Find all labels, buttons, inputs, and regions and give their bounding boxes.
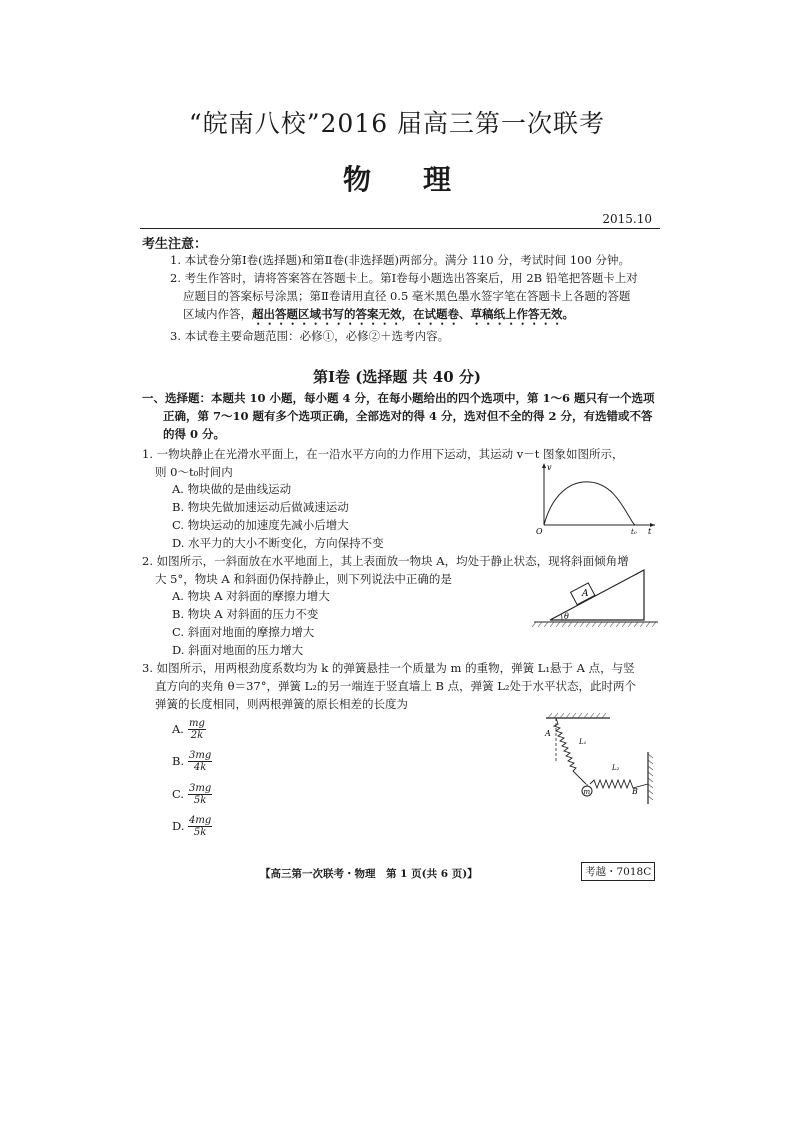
- q3-option-a: [172, 718, 206, 741]
- q2-stem-line-2: 大 5°，物块 A 和斜面仍保持静止，则下列说法中正确的是: [155, 572, 452, 586]
- q3-option-b-fraction: [188, 750, 212, 773]
- q1-option-b: B. 物块先做加速运动后做减速运动: [172, 500, 349, 514]
- q3-option-b-numerator: 3mg: [189, 750, 212, 761]
- q3-point-b-label: B: [632, 787, 638, 796]
- q3-option-b-denominator: 4k: [193, 762, 207, 773]
- subject-char-1: 物: [342, 163, 371, 196]
- q3-stem-line-1: 3. 如图所示，用两根劲度系数均为 k 的弹簧悬挂一个质量为 m 的重物，弹簧 L₁悬于 A 点，与竖: [142, 661, 635, 675]
- q3-spring-figure: [536, 712, 658, 808]
- header-rule: [140, 228, 660, 229]
- q3-option-d-numerator: 4mg: [189, 815, 212, 826]
- section-1-intro-line-1: 一、选择题：本题共 10 小题，每小题 4 分，在每小题给出的四个选项中，第 1～6 题只有一个选项: [142, 391, 655, 405]
- q2-stem-line-1: 2. 如图所示，一斜面放在水平地面上，其上表面放一物块 A，均处于静止状态，现将斜面倾角增: [142, 554, 629, 568]
- exam-date: 2015.10: [602, 212, 652, 226]
- q1-stem-line-2: 则 0～t₀时间内: [155, 465, 233, 479]
- q3-option-a-fraction: [188, 718, 206, 741]
- notice-item-2-line-3: [183, 305, 574, 328]
- q3-option-b: [172, 750, 212, 773]
- q3-option-d-fraction: [188, 815, 212, 838]
- q3-option-d-denominator: 5k: [193, 827, 207, 838]
- q3-stem-line-2: 直方向的夹角 θ＝37°，弹簧 L₂的另一端连于竖直墙上 B 点，弹簧 L₂处于水平状态，此时两个: [155, 679, 637, 693]
- q1-stem-line-1: 1. 一物块静止在光滑水平面上，在一沿水平方向的力作用下运动，其运动 v－t 图象如图所示，: [142, 447, 624, 461]
- notice-item-1: 1. 本试卷分第Ⅰ卷(选择题)和第Ⅱ卷(非选择题)两部分。满分 110 分，考试时间 100 分钟。: [170, 253, 630, 267]
- q3-option-c-fraction: [188, 783, 212, 806]
- q3-point-a-label: A: [545, 729, 551, 738]
- q2-incline-figure: [532, 564, 660, 632]
- notice-item-2-plain: 区域内作答，: [183, 307, 252, 321]
- q3-option-c-label: C.: [172, 786, 185, 801]
- q3-spring-l1-label: L₁: [579, 738, 587, 746]
- q2-option-b: B. 物块 A 对斜面的压力不变: [172, 607, 319, 621]
- q2-option-d: D. 斜面对地面的压力增大: [172, 643, 304, 657]
- q3-option-c-denominator: 5k: [193, 795, 207, 806]
- section-1-heading: 第Ⅰ卷 (选择题 共 40 分): [313, 368, 481, 386]
- q1-option-d: D. 水平力的大小不断变化，方向保持不变: [172, 536, 384, 550]
- q2-option-a: A. 物块 A 对斜面的摩擦力增大: [172, 589, 330, 603]
- notice-item-2-emphasis: 超出答题区域书写的答案无效，在试题卷、草稿纸上作答无效。: [252, 307, 574, 321]
- q2-angle-label: θ: [564, 612, 569, 621]
- subject-title: [0, 158, 794, 198]
- section-1-intro-line-2: 正确，第 7～10 题有多个选项正确，全部选对的得 4 分，选对但不全的得 2 分，有选错或不答: [163, 409, 653, 423]
- q3-option-a-label: A.: [172, 721, 184, 736]
- exam-title: “皖南八校”2016 届高三第一次联考: [188, 109, 606, 138]
- q1-axis-t-label: t: [648, 527, 652, 535]
- q3-option-d-label: D.: [172, 818, 185, 833]
- q1-vt-graph: [530, 460, 660, 535]
- q2-block-label: A: [582, 589, 589, 599]
- exam-code-box: 考越・7018C: [581, 862, 655, 881]
- q1-axis-v-label: v: [547, 463, 552, 472]
- q1-t0-label: t₀: [631, 528, 637, 535]
- q1-origin-label: O: [536, 527, 543, 535]
- section-1-intro-line-3: 的得 0 分。: [163, 427, 226, 441]
- q3-option-c: [172, 783, 212, 806]
- q3-stem-line-3: 弹簧的长度相同，则两根弹簧的原长相差的长度为: [155, 697, 408, 711]
- q2-option-c: C. 斜面对地面的摩擦力增大: [172, 625, 315, 639]
- q3-option-b-label: B.: [172, 753, 185, 768]
- q3-mass-label: m: [583, 788, 591, 796]
- page-footer: 【高三第一次联考・物理 第 1 页(共 6 页)】: [260, 868, 478, 880]
- q3-option-d: [172, 815, 212, 838]
- q3-option-c-numerator: 3mg: [189, 783, 212, 794]
- q3-spring-l2-label: L₂: [612, 764, 620, 772]
- q1-option-a: A. 物块做的是曲线运动: [172, 482, 292, 496]
- notice-heading: 考生注意：: [142, 237, 208, 252]
- notice-item-3: 3. 本试卷主要命题范围：必修①，必修②＋选考内容。: [170, 329, 450, 343]
- q3-option-a-numerator: mg: [189, 718, 205, 729]
- subject-char-2: 理: [423, 163, 452, 196]
- notice-item-2-line-2: 应题目的答案标号涂黑；第Ⅱ卷请用直径 0.5 毫米黑色墨水签字笔在答题卡上各题的答题: [183, 289, 631, 303]
- q3-option-a-denominator: 2k: [190, 730, 204, 741]
- q1-option-c: C. 物块运动的加速度先减小后增大: [172, 518, 349, 532]
- notice-item-2-line-1: 2. 考生作答时，请将答案答在答题卡上。第Ⅰ卷每小题选出答案后，用 2B 铅笔把答题卡上对: [170, 271, 638, 285]
